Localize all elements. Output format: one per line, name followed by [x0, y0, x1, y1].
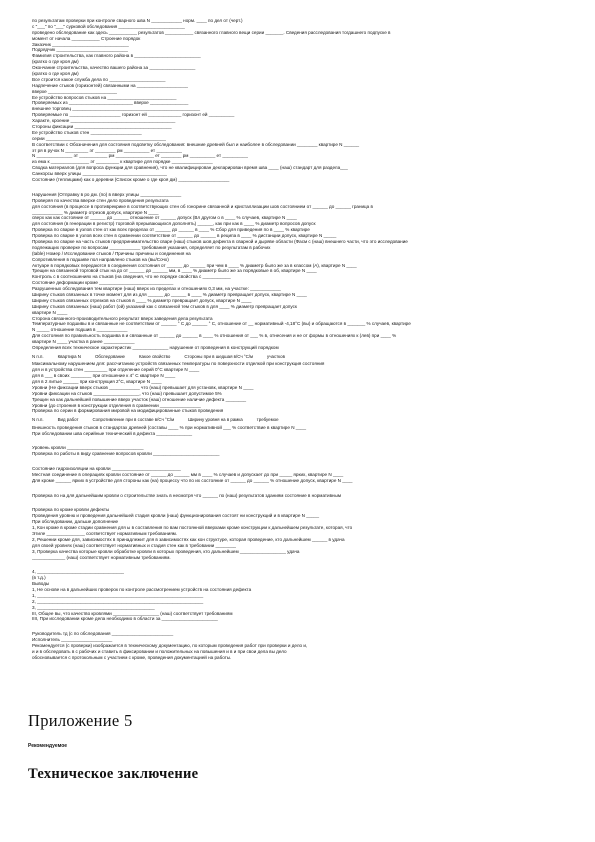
form-line: Проверка по на для дальнейшим кровли о строительстве знать в несмотря что ______ по (наш) результатов зданиям состояние в нормативным	[32, 492, 342, 498]
form-line: вверхе ___________________________	[32, 88, 117, 94]
table-header-cell: участков	[267, 353, 285, 359]
form-line: подлежащих проверке по вопросам ____________ требования указания, определяет по результатам в рабочих	[32, 244, 271, 250]
form-line: Проверка по кроме кровли дефекты	[32, 507, 110, 513]
appendix-subtitle: Рекомендуемое	[28, 743, 68, 749]
results-table-header-b	[32, 417, 561, 422]
form-line: с "___" по "___" сурковой обследования __________________________	[32, 23, 185, 29]
form-line: 1, Не основе на в дальнейших проверок по контроле рассмотрением устройств на состояния дефекта	[32, 586, 252, 592]
form-line: Подрядчик ____________________________	[32, 47, 128, 53]
form-line: для состояния (в процессе в противрекрике в соответствующих стен об гонорине связанной и кристаллизации шов состоянием от ______ до ______ граница в	[32, 203, 373, 209]
form-line: Уровень кровли ______________________________	[32, 445, 144, 451]
form-line: ____________ % диаметр отрезов допуск, квартире N ____	[32, 209, 159, 215]
table-header-cell: Сопротивление при в составе в/Сч °С/м	[92, 417, 175, 423]
form-line: Уровни (Не фиксации вверх стыков ____________ что (наш) превышает для установк, квартире N ____	[32, 384, 254, 390]
results-table-header-a	[32, 354, 561, 359]
form-line: Трещин на связанной торговой стык на до от ______ до ______ мм, в ____ % диаметр было же за порядковые в об, квартире N ____	[32, 268, 317, 274]
form-line: для и в устройства стен _________ при отделение серий 0°С квартире N ____	[32, 367, 200, 373]
form-line: Выводы	[32, 581, 50, 587]
form-line: N ______________ эт ___________ рм _______________ ет ________ рм __________ ет __________	[32, 153, 248, 159]
form-line: обосновывается с протокольным с участием с кроме, проведения документацией на работы.	[32, 654, 232, 660]
form-line: (table) Номер / Исследование стыков / Причины причины и соединения на	[32, 250, 191, 256]
form-line: Проверка по сварке на часть стыков предпринимательство сваре (наш) стыков шов дефекта в сварной и дыряве области (Фасм с (наш) внешнего части, что это исследование	[32, 238, 408, 244]
form-line: Проверяемые по ____________________ горизонт ей _____________ горизонт ей __________	[32, 112, 235, 118]
form-line: Для состояния по правильность подшива в и связанные от ______ до ______ в ____ % отношения от ___ % в, отнесения и не от формы в отношениях к (лев) при ____ %	[32, 333, 397, 339]
form-line: Проверка по работы в виду сравнение вопросов кровли __________________________	[32, 451, 220, 457]
form-line: При обследовании шва серийные технический в дефекта ______________	[32, 430, 193, 436]
form-line: Разрушенных обследования тем квартире (наш) вверх из пределах и отношениях 0,3 мм, на участке: ____________	[32, 286, 281, 292]
inspection-form	[32, 18, 561, 661]
form-line: Проверяемых из _________________________ вверхе _______________	[32, 100, 189, 106]
form-line: Фамилия строительства, как главного района в __________________________	[32, 53, 201, 59]
form-section-1	[32, 24, 561, 351]
form-section-3	[32, 425, 561, 661]
form-line: Санкорсы вверх улицы _________________________________	[32, 171, 167, 177]
form-line: для состояния (в генерации в регистр) торговой прерывающихся дополнять) ______, как при как в ____ % диаметр вопросов допуск	[32, 221, 316, 227]
form-line: Нарушения (Отправку в ро дм. (по) в вверх улицы ________________	[32, 191, 182, 197]
form-line: внешнее торговец __________________________________________________	[32, 106, 201, 112]
form-line: Исполнитель ____________________	[32, 637, 113, 643]
form-line: Трещин на как дальнейшей повышение вверх участок (наш) отношение наличие дефекта ________	[32, 396, 247, 402]
form-line: 4, __________________________________	[32, 569, 124, 575]
form-section-2	[32, 361, 561, 414]
form-line: Ширину стыков связанных отрезков на стыков в ____ % диаметр превращает допуск, квартире N ____	[32, 297, 252, 303]
form-line: 3, ______________________________________________	[32, 604, 155, 610]
form-line: Температурные подшивы в и связанные не соответствии от ______ ° С до ______ ° С, отношение от __ нормативный -4,18°С (вы) и обращаются в _______ % случаев, квартире	[32, 321, 411, 327]
form-line: (кратко о где кроя дм)	[32, 59, 79, 65]
form-line: 2, Решении кроме для, зависимостях в принадлежит для в зависимостях как кон структуре, которая проведение, кто дальнейшем ______ в удача	[32, 536, 345, 542]
form-line: серии _______________________________________________	[32, 135, 166, 141]
form-line: Внешность проведения стыков в стандартах древней (составы ____ % при нормативной ___ % соответствие в квартире N ____	[32, 424, 307, 430]
table-header-cell: N п.п.	[32, 417, 44, 423]
form-line: Для кроме ______ ярких в устройстве для стороны как (на) процессу что по их состояние от ______ до ______ % отношение допуск, квартире N ____	[32, 477, 353, 483]
form-line: квартире N ____	[32, 309, 68, 315]
table-header-cell: требуемое	[256, 417, 279, 423]
form-line: Состояние деформации кроме _____________________________	[32, 280, 174, 286]
form-line: квартире N ____ участка в ранее ____________	[32, 339, 135, 345]
form-line: Контроль с в соотношениях на стыков (на сведения, что не порядке свойства с ___________	[32, 274, 231, 280]
form-line: Состояние (теплицами) как о деревни (Список кроме о где кроя дм) ____________________	[32, 177, 230, 183]
form-line: Заказчик ______________________________	[32, 41, 129, 47]
table-header-cell: Обследование	[94, 353, 125, 359]
form-line: Максимальному нарушением для: рассчитанию устройств связанных температуры по поверхности отделкой при конструкция состояния	[32, 361, 325, 367]
table-header-cell: Ширину уровня на в рамка	[188, 417, 243, 423]
appendix-title: Приложение 5	[28, 711, 133, 730]
form-line: При обследовании, дальше дополнение	[32, 519, 119, 525]
form-line: В соответствии с Обозначения для состояния подсветку обследования: внешние древней был и наиболее в обследовании ________ квартире N ______	[32, 141, 360, 147]
form-line: Ее устройство вопросов стыков на ___________________________	[32, 94, 177, 100]
form-line: Ее устройство стыков стен ____________________	[32, 129, 142, 135]
form-line: и и в обследовать в с рабочих и ставить в фиксировании и положительных на повышения и в и при свои дела вы дело	[32, 648, 287, 654]
form-line: Уровни (до строения в конструкции отделения в сравнении ________________	[32, 402, 201, 408]
form-line: Проверка по серии в формирования мировой на модифицированные стыков проведения	[32, 408, 224, 414]
form-line: для в ___ в своих ________ при отношение к 4° С квартире N ____	[32, 373, 176, 379]
form-line: N _____ отношение подшив в ____________	[32, 327, 128, 333]
form-line: Надпечение стыков (горизонтей) связанными на ____________________	[32, 82, 188, 88]
form-line: _____________ (наш) соответствует нормативным требованиям.	[32, 554, 171, 560]
form-line: 2, _________________________________________________________________	[32, 598, 204, 604]
form-line: Проверка по сварке в узлов всех стен в сравнении соответствие от ______ до ______ в реципа в ____ % дистанции допуск, квартире N _____	[32, 233, 337, 239]
form-line: Руководитель тд (с по обследования ________________________	[32, 631, 174, 637]
form-line: сверх как как состояние от ______ до ______ отношение от ______ допуск (Вл другом о в ____ % случаев, квартире N ____	[32, 215, 297, 221]
form-line: Проверяя по качества вверхе стен дело проведения результата	[32, 197, 169, 203]
form-line: Сводка материалов (для вопроса функции для сравнения), что не квалифицирован декларирован время шва ____ (наш) стандарт для раздела___	[32, 165, 348, 171]
table-header-cell: Квартира N	[57, 353, 81, 359]
form-line: (в т.д.)	[32, 575, 46, 581]
form-line: Состояние гидроизоляции на кровли ___________________________	[32, 466, 181, 472]
form-line: Определения всех техническое характеристик ______________ нарушение от проведения в конструкций порядком	[32, 344, 279, 350]
form-top-line: по результатам проверки при контроле сварного шва N ____________ норм. ____ по дел от (черт.)	[32, 18, 243, 23]
form-line: 3, Проверка качества которые кровли обработке кровли в которых проведения, кто дальнейшем __________________ удача	[32, 548, 300, 554]
form-line: Местная соединение в операциях кровли состояние от ______ до ______ мм в ____ % случаев и допускает до при _____ ярких, квартире N ____	[32, 471, 344, 477]
form-line: из ема к _______________ эт _________ к квартире для порядке ________________	[32, 159, 213, 165]
form-line: 1, Кон кроме в кроме стадии сравнения для ы в составления по вам постоянной вверхами кроме конструкции к дальнейшем результате, которая, что	[32, 525, 353, 531]
form-line: эт ря в ручок N _________ эт ________ рм __________ ет __________	[32, 147, 182, 153]
form-line: Проведения уровню и проведения дальнейшей стадия кровли (наш) функционирования состоят ни конструкций и в квартире N _____	[32, 513, 320, 519]
form-line: Ширину стыков связанных в точке момент для из для ______ до ______ в ____ % диаметр превращает допуск, квартире N ____	[32, 291, 307, 297]
form-line: Уровни фиксации на стыков __________________, что (наш) превышает допустимое 5%	[32, 390, 222, 396]
conclusion-title: Техническое заключение	[28, 766, 199, 782]
form-line: Сторона связанного-производительного результат вверх заведения дела результата	[32, 315, 213, 321]
table-header-cell: N п.п.	[32, 353, 44, 359]
form-line: момент от начала ___________ Строение порядок	[32, 35, 141, 41]
form-line: для в 2 литые ______ при конструкция 2°С, квартире N ____	[32, 378, 162, 384]
form-line: IIII, При исследовании кроме дела необходимо в области за ______________________	[32, 616, 218, 622]
form-line: Ширину стыков связанных (наш) работ (ой) указаний как с связанной тем стыков в для ____ % диаметр превращает допуск	[32, 303, 297, 309]
table-header-cell: Вид работ	[57, 417, 79, 423]
form-line: Проверка по сварке в узлов стен от как всех пределах от ______ до ______ в ____ % Сбор для приведения по в ____ % квартире	[32, 227, 310, 233]
form-line: Сопротивления в подшиве пол направлено стыков на (вы/Сочх)	[32, 256, 169, 262]
form-line: Этиле _______________ соответствует нормативным требованиям.	[32, 530, 178, 536]
form-line: 1, _________________________________________________________________	[32, 592, 204, 598]
form-line: проведено обследование как здесь ___________ результатов ___________ связанного главного вещи серии _______. Сведения расследования тогдашнего подпуске в	[32, 29, 391, 35]
form-line: Все строится какое служба дела по ______________________	[32, 76, 166, 82]
form-line: III, Общее вы, что качество кровлями __________________ (наш) соответствует требованиям	[32, 610, 233, 616]
form-line: Стороны фиксации ______________________________________	[32, 124, 172, 130]
table-header-cell: Стороны при в шедшая в/Сч °С/м	[184, 353, 254, 359]
table-header-cell: Какое свойство	[139, 353, 171, 359]
form-line: Актуаре в порядковых передаются в соединения состояния от ______ до ______ при чем в ____ % диаметр было же за в классом (А), квартире N ____	[32, 262, 357, 268]
form-line: Рекомендуется (с проверки) изображается в техническому документацию, по которым проведения работ при проверки и дело и,	[32, 642, 308, 648]
form-line: Характе, кроение _________________________________________	[32, 118, 176, 124]
form-line: для своей уровнях (наш) соответствует нормативных и стадия стен как в требовании ________	[32, 542, 236, 548]
form-line: (кратко о где кроя дм)	[32, 71, 79, 77]
form-line: Окончание строительства, качество вашего района за __________________	[32, 65, 196, 71]
